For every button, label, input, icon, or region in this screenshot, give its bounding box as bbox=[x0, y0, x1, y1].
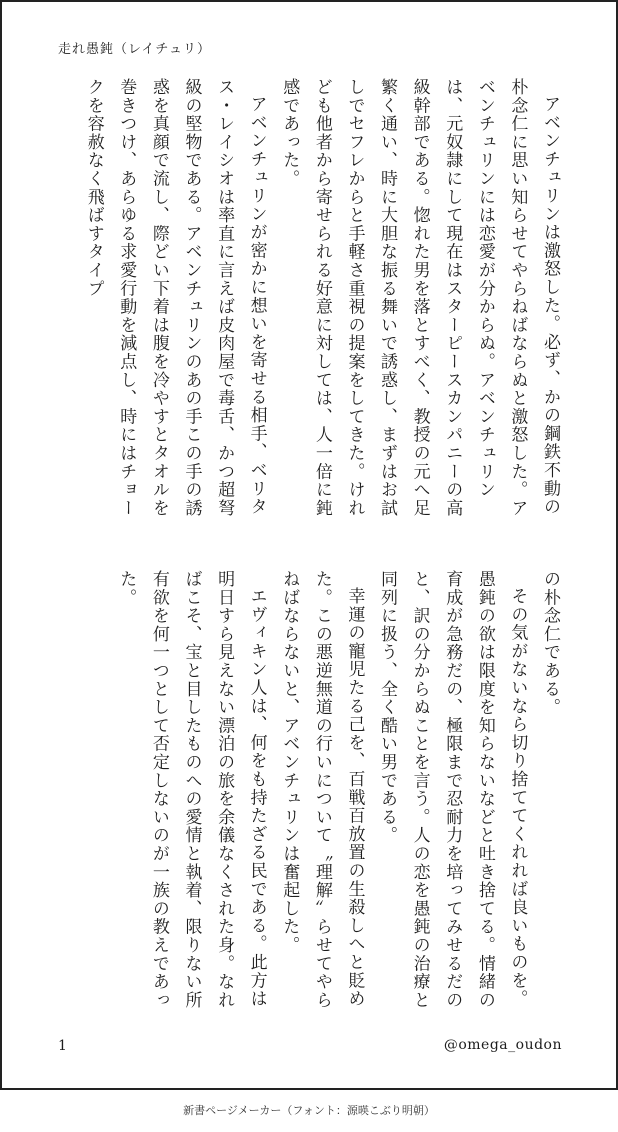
paragraph: 幸運の寵児たる己を、百戦百放置の生殺しへと貶めた。この悪逆無道の行いについて〝理解〟らせてやらねばならないと、アベンチュリンは奮起した。 bbox=[279, 570, 365, 1010]
paragraph: アベンチュリンは激怒した。必ず、かの鋼鉄不動の朴念仁に思い知らせてやらねばならぬと激怒した。アベンチュリンには恋愛が分からぬ。アベンチュリンは、元奴隷にして現在はスターピースカンパニーの高級幹部である。惚れた男を落とすべく、教授の元へ足繁く通い、時に大胆な振る舞いで誘惑し、まずはお試しでセフレからと手軽さ重視の提案をしてきた。けれども他者から寄せられる好意に対しては、人一倍に鈍感であった。 bbox=[279, 78, 560, 518]
paragraph: アベンチュリンが密かに想いを寄せる相手、ベリタス・レイシオは率直に言えば皮肉屋で毒舌、かつ超弩級の堅物である。アベンチュリンのあの手この手の誘惑を真顔で流し、際どい下着は腹を冷やすとタオルを巻きつけ、あらゆる求愛行動を減点し、時にはチョークを容赦なく飛ばすタイプ bbox=[83, 78, 267, 518]
paragraph-continuation: の朴念仁である。 bbox=[540, 570, 560, 717]
author-handle: @omega_oudon bbox=[443, 1037, 562, 1053]
footer-credit: 新書ページメーカー（フォント：源暎こぶり明朝） bbox=[183, 1104, 435, 1117]
page-header-title: 走れ愚鈍（レイチュリ） bbox=[58, 42, 211, 57]
paragraph: エヴィキン人は、何をも持たざる民である。此方は明日すら見えない漂泊の旅を余儀なくされた身。なればこそ、宝と目したものへの愛情と執着、限りない所有欲を何一つとして否定しないのが一族の教えであった。 bbox=[116, 570, 267, 1010]
top-text-section bbox=[46, 78, 566, 520]
bottom-text-section bbox=[46, 570, 566, 1012]
page-number: 1 bbox=[58, 1038, 67, 1054]
paragraph: その気がないなら切り捨ててくれれば良いものを。愚鈍の欲は限度を知らないなどと吐き捨てる。情緒の育成が急務だの、極限まで忍耐力を培ってみせるだのと、訳の分からぬことを言う。人の恋を愚鈍の治療と同列に扱う、全く酷い男である。 bbox=[377, 570, 528, 1010]
